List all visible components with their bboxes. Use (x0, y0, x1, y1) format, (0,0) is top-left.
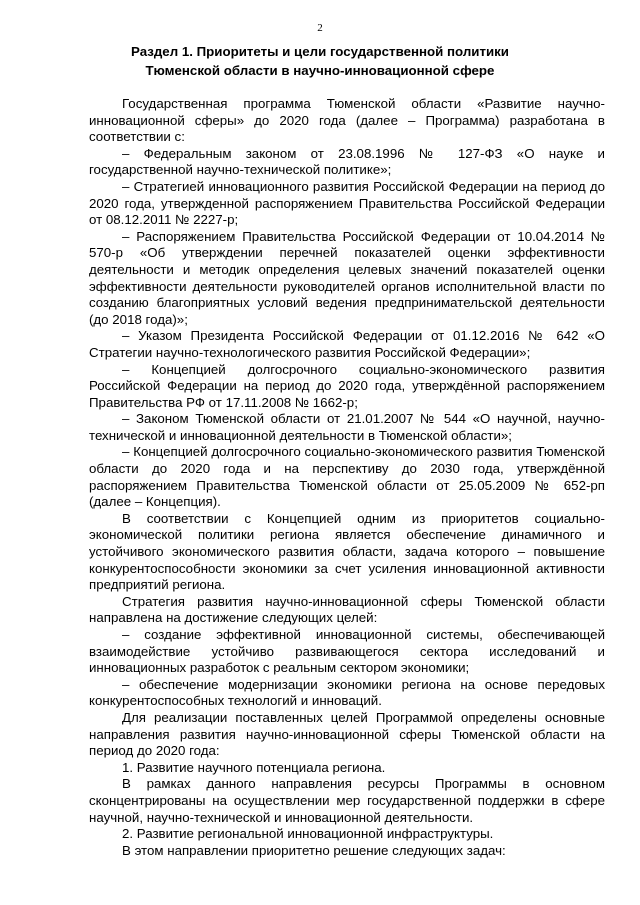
paragraph: В этом направлении приоритетно решение следующих задач: (122, 842, 506, 858)
list-item: – Распоряжением Правительства Российской Федерации от 10.04.2014 № 570-р «Об утверждении перечней показателей оценки эффективности деятельности и методик определения целевых значений показателей оценки эффективности деятельности руководителей органов исполнительной власти по созданию благоприятных условий ведения предпринимательской деятельности (до 2018 года)»; (89, 228, 605, 327)
list-item: – Стратегией инновационного развития Российской Федерации на период до 2020 года, утвержденной распоряжением Правительства Российской Федерации от 08.12.2011 № 2227-р; (89, 178, 605, 228)
list-item: – Законом Тюменской области от 21.01.2007 № 544 «О научной, научно-технической и инновационной деятельности в Тюменской области»; (89, 411, 605, 443)
list-item: – Концепцией долгосрочного социально-экономического развития Российской Федерации на период до 2020 года, утверждённой распоряжением Правительства РФ от 17.11.2008 № 1662-р; (89, 361, 605, 410)
page-number: 2 (317, 22, 323, 34)
paragraph: Государственная программа Тюменской области «Развитие научно-инновационной сферы» до 2020 года (далее – Программа) разработана в соответствии с: (89, 96, 605, 145)
section-heading-line-1: Раздел 1. Приоритеты и цели государственной политики (131, 44, 509, 59)
paragraph: В рамках данного направления ресурсы Программы в основном сконцентрированы на осуществлении мер государственной поддержки в сфере научной, научно-технической и инновационной деятельности. (89, 776, 605, 825)
paragraph: Для реализации поставленных целей Программой определены основные направления развития научно-инновационной сферы Тюменской области на период до 2020 года: (89, 709, 605, 759)
list-item: – Указом Президента Российской Федерации от 01.12.2016 № 642 «О Стратегии научно-технологического развития Российской Федерации»; (89, 328, 605, 360)
paragraph: В соответствии с Концепцией одним из приоритетов социально-экономической политики региона является обеспечение динамичного и устойчивого экономического развития области, задача которого – повышение конкурентоспособности экономики за счет усиления инновационной активности предприятий региона. (89, 510, 605, 593)
list-item: – обеспечение модернизации экономики региона на основе передовых конкурентоспособных технологий и инноваций. (89, 676, 605, 709)
section-heading-line-2: Тюменской области в научно-инновационной сфере (145, 63, 495, 78)
list-item: – создание эффективной инновационной системы, обеспечивающей взаимодействие устойчиво развивающегося сектора исследований и инновационных разработок с реальным сектором экономики; (89, 627, 605, 676)
list-item: – Федеральным законом от 23.08.1996 № 127-ФЗ «О науке и государственной научно-технической политике»; (89, 145, 605, 178)
document-body (89, 96, 605, 859)
list-item: – Концепцией долгосрочного социально-экономического развития Тюменской области до 2020 года и на перспективу до 2030 года, утверждённой распоряжением Правительства Тюменской области от 25.05.2009 № 652-рп (далее – Концепция). (89, 444, 605, 510)
section-heading (90, 42, 550, 80)
paragraph: Стратегия развития научно-инновационной сферы Тюменской области направлена на достижение следующих целей: (89, 593, 605, 626)
numbered-item: 1. Развитие научного потенциала региона. (122, 759, 386, 775)
numbered-item: 2. Развитие региональной инновационной инфраструктуры. (122, 826, 494, 842)
